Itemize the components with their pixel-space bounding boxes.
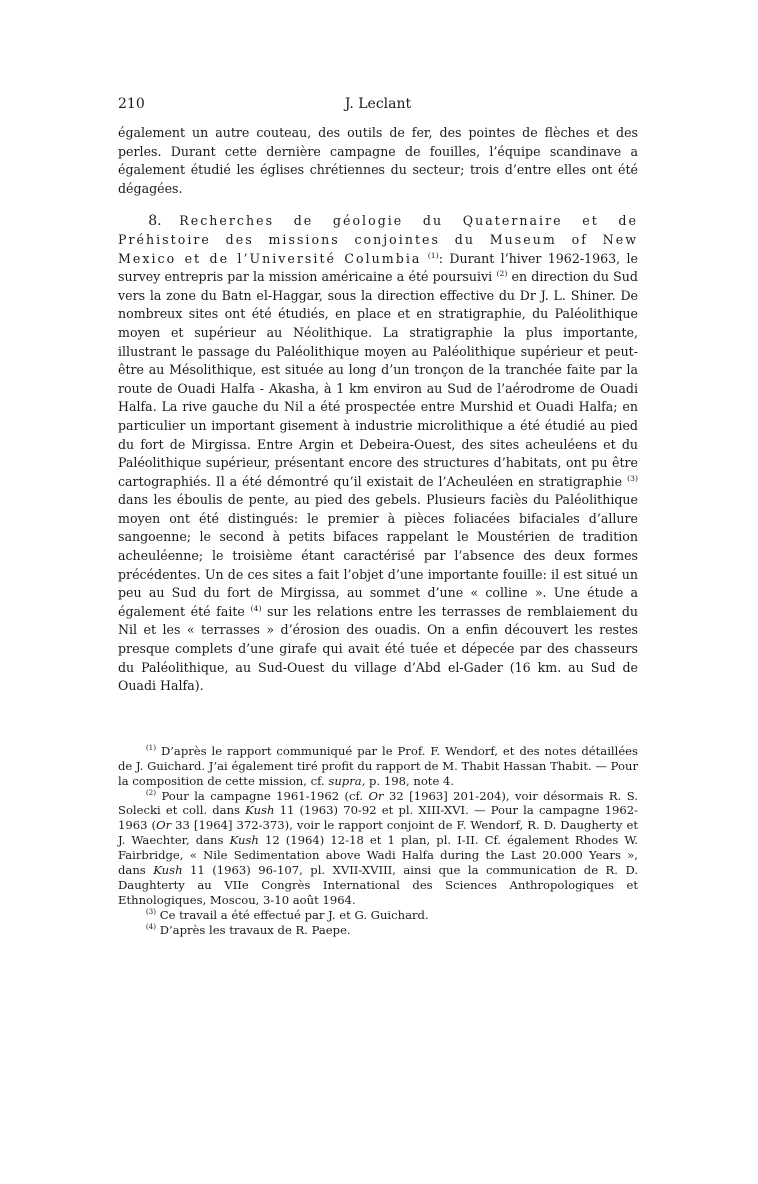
footnote-2-text-b: 32 [1963] 201-204), voir désormais R. S. Solecki et coll. dans [118, 788, 638, 818]
footnote-ref-1: (1) [427, 250, 439, 260]
footnote-2-mark: (2) [145, 787, 157, 797]
footnote-1-text-a: D’après le rapport communiqué par le Prof. F. Wendorf, et des notes détaillées de J. Guichard. J’ai également tiré profit du rapport de M. Thabit Hassan Thabit. — Pour la composition de cette mission, cf. [118, 743, 638, 788]
footnote-3-mark: (3) [145, 906, 157, 916]
footnote-2-journal-or-2: Or [156, 818, 172, 833]
section-text-part-4: sur les relations entre les terrasses de remblaiement du Nil et les « terrasses » d’érosion des ouadis. On a enfin découvert les restes presque complets d’une girafe qui avait été tuée et dépecée par des chasseurs du Paléolithique, au Sud-Ouest du village d’Abd el-Gader (16 km. au Sud de Ouadi Halfa). [118, 603, 638, 694]
footnote-2-journal-or: Or [368, 788, 384, 803]
footnote-1-mark: (1) [145, 742, 157, 752]
footnote-2-journal-kush-3: Kush [153, 863, 183, 878]
footnotes [118, 744, 638, 938]
footnote-1-supra: supra [328, 773, 362, 788]
footnote-3-text: Ce travail a été effectué par J. et G. Guichard. [156, 907, 429, 922]
section-text-part-1: : Durant l’hiver 1962-1963, le survey entrepris par la mission américaine a été poursuivi [118, 250, 638, 285]
footnote-2-journal-kush: Kush [245, 803, 275, 818]
footnote-2-text-e: 12 (1964) 12-18 et 1 plan, pl. I-II. Cf. également Rhodes W. Fairbridge, « Nile Sedimentation above Wadi Halfa during the Last 20.000 Years », dans [118, 833, 639, 878]
footnote-ref-3: (3) [626, 473, 638, 483]
footnote-2-text-d: 33 [1964] 372-373), voir le rapport conjoint de F. Wendorf, R. D. Daugherty et J. Waechter, dans [118, 818, 638, 848]
footnote-4 [118, 923, 638, 938]
footnote-1 [118, 744, 638, 789]
footnote-ref-2: (2) [496, 268, 508, 278]
footnote-4-mark: (4) [145, 921, 157, 931]
section-8-paragraph [118, 212, 638, 695]
footnote-2-text-f: 11 (1963) 96-107, pl. XVII-XVIII, ainsi que la communication de R. D. Daughterty au VIIe Congrès International des Sciences Anthropologiques et Ethnologiques, Moscou, 3-10 août 1964. [118, 863, 639, 907]
running-head-author: J. Leclant [344, 96, 412, 112]
footnote-2-text-c: 11 (1963) 70-92 et pl. XIII-XVI. — Pour la campagne 1962-1963 ( [118, 803, 638, 833]
footnote-ref-4: (4) [250, 603, 262, 613]
footnote-3 [118, 908, 638, 923]
section-text-part-3: dans les éboulis de pente, au pied des gebels. Plusieurs faciès du Paléolithique moyen ont été distingués: le premier à pièces foliacées bifaciales d’allure sangoenne; le second à petits bifaces rappelant le Moustérien de tradition acheuléenne; le troisième étant caractérisé par l’absence des deux formes précédentes. Un de ces sites a fait l’objet d’une importante fouille: il est situé un peu au Sud du fort de Mirgissa, au sommet d’une « colline ». Une étude a également été faite [118, 492, 638, 619]
footnote-2-text-a: Pour la campagne 1961-1962 (cf. [156, 788, 369, 803]
section-title: Recherches de géologie du Quaternaire et de Préhistoire des missions conjointes du Museum of New Mexico et de l’Université Columbia [118, 213, 638, 266]
running-head [118, 96, 638, 118]
footnote-1-text-b: , p. 198, note 4. [361, 773, 455, 788]
section-number: 8. [148, 213, 162, 230]
footnote-2 [118, 789, 638, 908]
section-text-part-2: en direction du Sud vers la zone du Batn el-Haggar, sous la direction effective du Dr J. L. Shiner. De nombreux sites ont été étudiés, en place et en stratigraphie, du Paléolithique moyen et supérieur au Néolithique. La stratigraphie la plus importante, illustrant le passage du Paléolithique moyen au Paléolithique supérieur et peut-être au Mésolithique, est située au long d’un tronçon de la tranchée faite par la route de Ouadi Halfa - Akasha, à 1 km environ au Sud de l’aérodrome de Ouadi Halfa. La rive gauche du Nil a été prospectée entre Murshid et Ouadi Halfa; en particulier un important gisement à industrie microlithique a été étudié au pied du fort de Mirgissa. Entre Argin et Debeira-Ouest, des sites acheuléens et du Paléolithique supérieur, présentant encore des structures d’habitats, ont pu être cartographiés. Il a été démontré qu’il existait de l’Acheuléen en stratigraphie [118, 269, 638, 489]
page [118, 96, 638, 938]
footnote-2-journal-kush-2: Kush [229, 833, 259, 848]
page-number: 210 [118, 96, 145, 112]
paragraph-continuation: également un autre couteau, des outils de fer, des pointes de flèches et des perles. Durant cette dernière campagne de fouilles, l’équipe scandinave a également étudié les églises chrétiennes du secteur; trois d’entre elles ont été dégagées. [118, 125, 638, 196]
body-text [118, 124, 638, 696]
footnote-4-text: D’après les travaux de R. Paepe. [156, 922, 351, 937]
